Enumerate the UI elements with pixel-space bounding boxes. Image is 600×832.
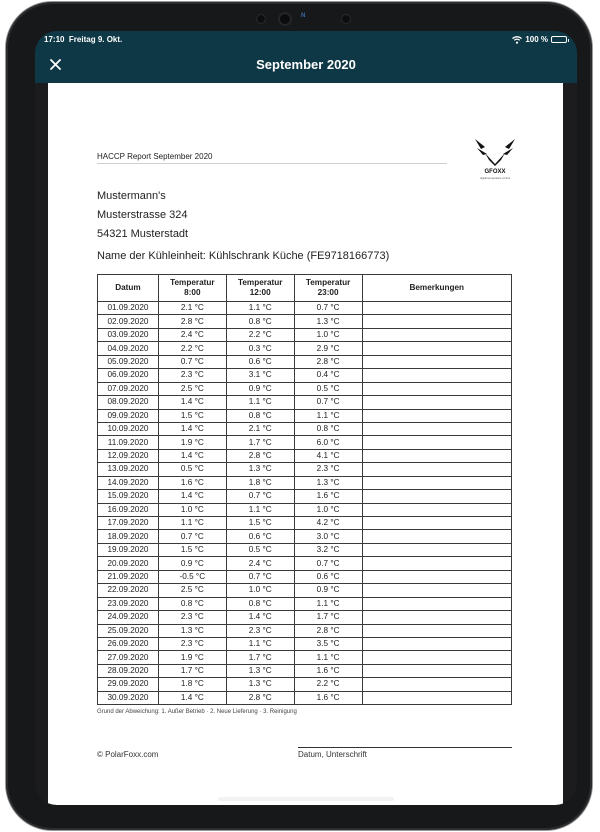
- cell-date: 03.09.2020: [98, 328, 159, 341]
- table-row: [98, 624, 512, 637]
- cell-t23: 1.1 °C: [294, 409, 362, 422]
- logo-text: GFOXX: [484, 169, 506, 175]
- cell-t8: 1.4 °C: [158, 396, 226, 409]
- table-row: [98, 355, 512, 368]
- cell-date: 04.09.2020: [98, 342, 159, 355]
- signature-label: Datum, Unterschrift: [298, 750, 367, 759]
- cell-date: 27.09.2020: [98, 651, 159, 664]
- cell-t12: 0.6 °C: [226, 355, 294, 368]
- cell-t12: 1.3 °C: [226, 664, 294, 677]
- cell-remark: [362, 624, 511, 637]
- table-row: [98, 490, 512, 503]
- wifi-icon: [512, 36, 522, 44]
- cell-t12: 2.8 °C: [226, 449, 294, 462]
- table-row: [98, 503, 512, 516]
- cell-t8: 2.8 °C: [158, 315, 226, 328]
- cell-date: 10.09.2020: [98, 422, 159, 435]
- cell-date: 20.09.2020: [98, 557, 159, 570]
- cell-date: 14.09.2020: [98, 476, 159, 489]
- cell-t8: 2.2 °C: [158, 342, 226, 355]
- cell-t8: 1.0 °C: [158, 503, 226, 516]
- table-row: [98, 315, 512, 328]
- cell-t12: 2.4 °C: [226, 557, 294, 570]
- cell-t12: 2.2 °C: [226, 328, 294, 341]
- cell-date: 24.09.2020: [98, 611, 159, 624]
- cell-remark: [362, 463, 511, 476]
- sensor-dot: [256, 14, 266, 24]
- column-header-temp-8: Temperatur 8:00: [158, 275, 226, 302]
- address-line: 54321 Musterstadt: [97, 228, 189, 240]
- cell-date: 23.09.2020: [98, 597, 159, 610]
- cell-t23: 2.9 °C: [294, 342, 362, 355]
- cell-t12: 0.7 °C: [226, 570, 294, 583]
- cell-t12: 2.3 °C: [226, 624, 294, 637]
- cell-t23: 4.2 °C: [294, 517, 362, 530]
- cell-t8: 2.5 °C: [158, 382, 226, 395]
- address-block: [97, 187, 188, 244]
- cell-date: 08.09.2020: [98, 396, 159, 409]
- cell-t12: 0.7 °C: [226, 490, 294, 503]
- table-row: [98, 422, 512, 435]
- cell-t12: 1.5 °C: [226, 517, 294, 530]
- cell-remark: [362, 678, 511, 691]
- table-row: [98, 543, 512, 556]
- cell-t23: 0.5 °C: [294, 382, 362, 395]
- cell-t23: 1.0 °C: [294, 328, 362, 341]
- cell-t8: 1.4 °C: [158, 691, 226, 704]
- cell-t12: 1.1 °C: [226, 503, 294, 516]
- cell-t8: 1.3 °C: [158, 624, 226, 637]
- cell-t23: 1.1 °C: [294, 651, 362, 664]
- cell-t8: 1.4 °C: [158, 422, 226, 435]
- cell-t8: 0.9 °C: [158, 557, 226, 570]
- status-date: Freitag 9. Okt.: [68, 35, 123, 44]
- cell-date: 26.09.2020: [98, 637, 159, 650]
- cell-remark: [362, 664, 511, 677]
- cell-remark: [362, 315, 511, 328]
- cell-t12: 0.8 °C: [226, 597, 294, 610]
- cell-t23: 1.7 °C: [294, 611, 362, 624]
- cell-remark: [362, 342, 511, 355]
- cell-date: 22.09.2020: [98, 584, 159, 597]
- cell-t23: 0.4 °C: [294, 369, 362, 382]
- cell-t8: 1.4 °C: [158, 449, 226, 462]
- cell-remark: [362, 651, 511, 664]
- table-header-row: [98, 275, 512, 302]
- table-row: [98, 436, 512, 449]
- cell-date: 18.09.2020: [98, 530, 159, 543]
- cell-t23: 1.0 °C: [294, 503, 362, 516]
- cell-t8: 0.5 °C: [158, 463, 226, 476]
- camera-label: N: [301, 13, 306, 19]
- nav-title: September 2020: [256, 57, 356, 72]
- table-row: [98, 678, 512, 691]
- temperature-table: [97, 274, 512, 705]
- cell-t12: 1.7 °C: [226, 651, 294, 664]
- cell-date: 01.09.2020: [98, 302, 159, 315]
- column-header-date: Datum: [98, 275, 159, 302]
- cell-t23: 1.6 °C: [294, 490, 362, 503]
- column-header-temp-12: Temperatur 12:00: [226, 275, 294, 302]
- cell-remark: [362, 611, 511, 624]
- table-row: [98, 342, 512, 355]
- screen: [35, 31, 577, 805]
- cell-t12: 1.8 °C: [226, 476, 294, 489]
- table-row: [98, 302, 512, 315]
- table-row: [98, 597, 512, 610]
- cell-t23: 0.8 °C: [294, 422, 362, 435]
- cell-t8: 2.1 °C: [158, 302, 226, 315]
- cell-t23: 2.2 °C: [294, 678, 362, 691]
- table-row: [98, 691, 512, 704]
- logo-subtext: digital temperature control: [480, 177, 510, 180]
- cell-t12: 0.5 °C: [226, 543, 294, 556]
- table-row: [98, 530, 512, 543]
- cell-t8: 1.4 °C: [158, 490, 226, 503]
- cell-remark: [362, 490, 511, 503]
- cell-t8: 1.9 °C: [158, 436, 226, 449]
- cell-t12: 1.1 °C: [226, 302, 294, 315]
- cell-t12: 0.8 °C: [226, 315, 294, 328]
- cell-date: 17.09.2020: [98, 517, 159, 530]
- nav-bar: [35, 47, 577, 83]
- table-row: [98, 611, 512, 624]
- table-row: [98, 382, 512, 395]
- cell-remark: [362, 396, 511, 409]
- table-row: [98, 584, 512, 597]
- cell-t8: 2.4 °C: [158, 328, 226, 341]
- status-left: [44, 35, 122, 44]
- cell-t8: 1.9 °C: [158, 651, 226, 664]
- cell-t12: 0.9 °C: [226, 382, 294, 395]
- cell-remark: [362, 355, 511, 368]
- cell-t8: 0.7 °C: [158, 530, 226, 543]
- cell-t23: 3.5 °C: [294, 637, 362, 650]
- cell-t23: 3.0 °C: [294, 530, 362, 543]
- cell-remark: [362, 543, 511, 556]
- cell-date: 19.09.2020: [98, 543, 159, 556]
- cell-t12: 1.0 °C: [226, 584, 294, 597]
- table-row: [98, 664, 512, 677]
- pdf-viewer[interactable]: [35, 83, 577, 805]
- cell-t23: 2.3 °C: [294, 463, 362, 476]
- cell-t23: 0.7 °C: [294, 557, 362, 570]
- cell-remark: [362, 517, 511, 530]
- status-bar: [35, 31, 577, 47]
- cell-t12: 1.4 °C: [226, 611, 294, 624]
- table-row: [98, 517, 512, 530]
- cell-t8: 2.3 °C: [158, 369, 226, 382]
- cell-date: 05.09.2020: [98, 355, 159, 368]
- cell-t8: 0.7 °C: [158, 355, 226, 368]
- cell-remark: [362, 328, 511, 341]
- cell-t12: 0.6 °C: [226, 530, 294, 543]
- cell-t12: 1.1 °C: [226, 637, 294, 650]
- cell-remark: [362, 369, 511, 382]
- column-header-temp-23: Temperatur 23:00: [294, 275, 362, 302]
- signature-line: [298, 747, 512, 748]
- cell-t23: 1.6 °C: [294, 664, 362, 677]
- cell-remark: [362, 422, 511, 435]
- deviation-footnote: Grund der Abweichung: 1. Außer Betrieb · 2. Neue Lieferung · 3. Reinigung: [97, 709, 297, 715]
- table-row: [98, 637, 512, 650]
- report-header: HACCP Report September 2020: [97, 152, 447, 164]
- cell-t12: 1.3 °C: [226, 463, 294, 476]
- cell-t23: 6.0 °C: [294, 436, 362, 449]
- cell-date: 15.09.2020: [98, 490, 159, 503]
- cell-t23: 1.1 °C: [294, 597, 362, 610]
- cell-remark: [362, 409, 511, 422]
- cell-date: 07.09.2020: [98, 382, 159, 395]
- cell-t8: 1.1 °C: [158, 517, 226, 530]
- table-row: [98, 409, 512, 422]
- cell-date: 09.09.2020: [98, 409, 159, 422]
- front-camera: [278, 12, 292, 26]
- cell-t12: 1.1 °C: [226, 396, 294, 409]
- cell-t23: 0.9 °C: [294, 584, 362, 597]
- cell-t8: 1.5 °C: [158, 409, 226, 422]
- table-row: [98, 449, 512, 462]
- cell-date: 13.09.2020: [98, 463, 159, 476]
- cell-remark: [362, 530, 511, 543]
- cell-date: 12.09.2020: [98, 449, 159, 462]
- cell-remark: [362, 570, 511, 583]
- cell-remark: [362, 302, 511, 315]
- address-line: Musterstrasse 324: [97, 209, 188, 221]
- status-right: [512, 35, 567, 44]
- cell-t8: 1.5 °C: [158, 543, 226, 556]
- cell-remark: [362, 382, 511, 395]
- column-header-remarks: Bemerkungen: [362, 275, 511, 302]
- cell-t23: 0.7 °C: [294, 396, 362, 409]
- cell-t23: 3.2 °C: [294, 543, 362, 556]
- cell-date: 11.09.2020: [98, 436, 159, 449]
- tablet-bezel: [6, 2, 592, 830]
- address-line: Mustermann's: [97, 190, 166, 202]
- sensor-dot: [341, 14, 351, 24]
- cell-remark: [362, 597, 511, 610]
- cell-remark: [362, 557, 511, 570]
- cell-t12: 3.1 °C: [226, 369, 294, 382]
- cell-t23: 0.6 °C: [294, 570, 362, 583]
- cell-t12: 1.7 °C: [226, 436, 294, 449]
- cell-t23: 1.6 °C: [294, 691, 362, 704]
- cell-t8: 0.8 °C: [158, 597, 226, 610]
- cooling-unit-name: Name der Kühleinheit: Kühlschrank Küche (FE9718166773): [97, 250, 390, 262]
- cell-remark: [362, 449, 511, 462]
- cell-remark: [362, 436, 511, 449]
- cell-remark: [362, 637, 511, 650]
- cell-date: 28.09.2020: [98, 664, 159, 677]
- cell-t12: 0.8 °C: [226, 409, 294, 422]
- cell-t12: 2.8 °C: [226, 691, 294, 704]
- cell-remark: [362, 584, 511, 597]
- home-indicator[interactable]: [218, 797, 394, 801]
- cell-date: 02.09.2020: [98, 315, 159, 328]
- cell-t23: 0.7 °C: [294, 302, 362, 315]
- cell-t12: 2.1 °C: [226, 422, 294, 435]
- cell-t8: 1.8 °C: [158, 678, 226, 691]
- cell-t23: 2.8 °C: [294, 624, 362, 637]
- status-time: 17:10: [44, 35, 65, 44]
- table-row: [98, 651, 512, 664]
- cell-remark: [362, 476, 511, 489]
- cell-date: 21.09.2020: [98, 570, 159, 583]
- cell-t23: 4.1 °C: [294, 449, 362, 462]
- table-row: [98, 557, 512, 570]
- battery-percent: 100 %: [525, 35, 548, 44]
- table-row: [98, 463, 512, 476]
- cell-t12: 1.3 °C: [226, 678, 294, 691]
- cell-date: 06.09.2020: [98, 369, 159, 382]
- table-row: [98, 328, 512, 341]
- cell-remark: [362, 503, 511, 516]
- table-row: [98, 570, 512, 583]
- cell-date: 16.09.2020: [98, 503, 159, 516]
- cell-t8: 2.5 °C: [158, 584, 226, 597]
- cell-t8: 2.3 °C: [158, 611, 226, 624]
- cell-t8: 1.7 °C: [158, 664, 226, 677]
- table-body: [98, 302, 512, 705]
- cell-t23: 2.8 °C: [294, 355, 362, 368]
- table-row: [98, 369, 512, 382]
- cell-t12: 0.3 °C: [226, 342, 294, 355]
- cell-date: 25.09.2020: [98, 624, 159, 637]
- battery-icon: [551, 36, 567, 43]
- cell-t23: 1.3 °C: [294, 476, 362, 489]
- cell-t8: -0.5 °C: [158, 570, 226, 583]
- table-row: [98, 396, 512, 409]
- table-row: [98, 476, 512, 489]
- copyright: © PolarFoxx.com: [97, 750, 159, 759]
- cell-t23: 1.3 °C: [294, 315, 362, 328]
- cell-remark: [362, 691, 511, 704]
- cell-t8: 1.6 °C: [158, 476, 226, 489]
- cell-date: 29.09.2020: [98, 678, 159, 691]
- report-page: [48, 83, 563, 805]
- cell-date: 30.09.2020: [98, 691, 159, 704]
- gfoxx-logo: [463, 133, 527, 181]
- cell-t8: 2.3 °C: [158, 637, 226, 650]
